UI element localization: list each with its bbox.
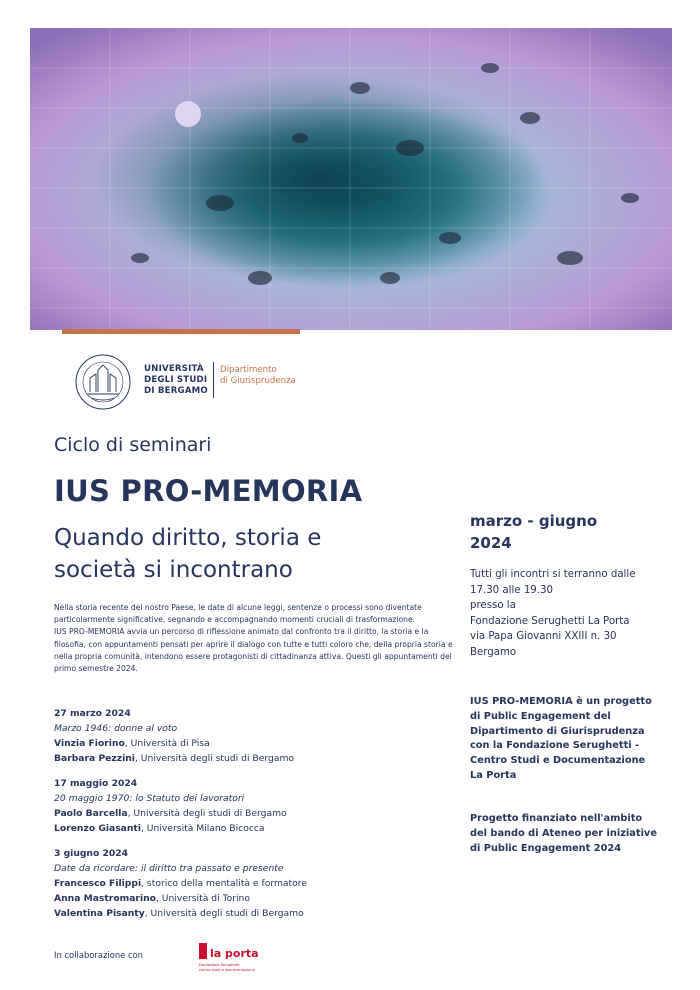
intro-text [54,602,454,675]
event-speaker [54,821,454,836]
subtitle-line2: società si incontrano [54,557,293,583]
period-line2: 2024 [470,534,512,552]
speaker-affiliation: , storico della mentalità e formatore [141,878,307,889]
department-name-line2: di Giurisprudenza [220,376,296,386]
venue-line5: via Papa Giovanni XXIII n. 30 [470,631,617,642]
department-name [220,365,296,387]
university-name-line1: UNIVERSITÀ [144,364,204,374]
venue-line2: 17.30 alle 19.30 [470,584,553,596]
event-date: 27 marzo 2024 [54,708,131,719]
event-topic: Date da ricordare: il diritto tra passato e presente [54,863,284,874]
speaker-name: Francesco Filippi [54,878,142,889]
project-description: IUS PRO-MEMORIA è un progetto di Public Engagement del Dipartimento di Giurisprudenza con la Fondazione Serughetti - Centro Studi e Documentazione La Porta [470,696,652,781]
partner-name: la porta [210,947,259,960]
speaker-name: Valentina Pisanty [54,908,145,919]
university-name [144,364,208,397]
speaker-affiliation: , Università degli studi di Bergamo [134,753,295,764]
speaker-affiliation: , Università di Pisa [124,738,210,749]
event-date: 3 giugno 2024 [54,848,129,859]
event-item [54,846,454,921]
university-name-line3: DI BERGAMO [144,386,208,396]
event-speaker [54,891,454,906]
la-porta-logo [197,941,267,975]
speaker-affiliation: , Università Milano Bicocca [140,823,265,834]
event-item [54,776,454,836]
partner-subtitle-2: centro studi e documentazione [199,968,255,972]
speaker-name: Anna Mastromarino [54,893,156,904]
hero-image [30,28,672,330]
speaker-name: Paolo Barcella [54,808,128,819]
intro-paragraph-2: IUS PRO-MEMORIA avvia un percorso di riflessione animato dal confronto tra il diritto, la storia e la filosofia, con appuntamenti pensati per aprire il dialogo con tutte e tutti coloro che, della propria storia e nella propria comunità, intendono essere protagonisti di cittadinanza attiva. Questi gli appuntamenti del primo semestre 2024. [54,627,453,674]
speaker-name: Lorenzo Giasanti [54,823,141,834]
event-topic: Marzo 1946: donne al voto [54,723,178,734]
event-date: 17 maggio 2024 [54,778,138,789]
department-name-line1: Dipartimento [220,365,277,375]
period [470,510,670,554]
series-label: Ciclo di seminari [54,434,212,456]
period-line1: marzo - giugno [470,512,598,530]
speaker-name: Barbara Pezzini [54,753,135,764]
accent-bar [62,329,300,334]
event-speaker [54,751,454,766]
collaboration-label: In collaborazione con [54,950,143,960]
speaker-affiliation: , Università degli studi di Bergamo [127,808,287,819]
speaker-affiliation: , Università di Torino [155,893,251,904]
partner-subtitle-1: Fondazione Serughetti [199,963,240,967]
event-speaker [54,806,454,821]
university-seal-icon [68,352,138,412]
door-icon [199,943,207,959]
venue-line1: Tutti gli incontri si terranno dalle [470,569,636,580]
venue-line6: Bergamo [470,646,517,658]
event-item [54,706,454,766]
event-speaker [54,906,454,921]
subtitle-line1: Quando diritto, storia e [54,525,322,551]
venue-line3: presso la [470,600,516,611]
venue-info [470,567,670,660]
event-speaker [54,876,454,891]
speaker-name: Vinzia Fiorino [54,738,125,749]
intro-paragraph-1: Nella storia recente del nostro Paese, le date di alcune leggi, sentenze o processi sono diventate particolarmente significative, segnando e accompagnando momenti cruciali di trasformazione. [54,603,422,625]
event-speaker [54,736,454,751]
university-name-line2: DEGLI STUDI [144,375,208,385]
logo-divider [213,362,214,398]
speaker-affiliation: , Università degli studi di Bergamo [144,908,304,919]
venue-line4: Fondazione Serughetti La Porta [470,615,630,627]
page-title: IUS PRO-MEMORIA [54,474,363,508]
event-topic: 20 maggio 1970: lo Statuto dei lavoratori [54,793,245,804]
funding-note: Progetto finanziato nell'ambito del bando di Ateneo per iniziative di Public Engagement 2024 [470,813,657,854]
page-subtitle [54,522,434,586]
